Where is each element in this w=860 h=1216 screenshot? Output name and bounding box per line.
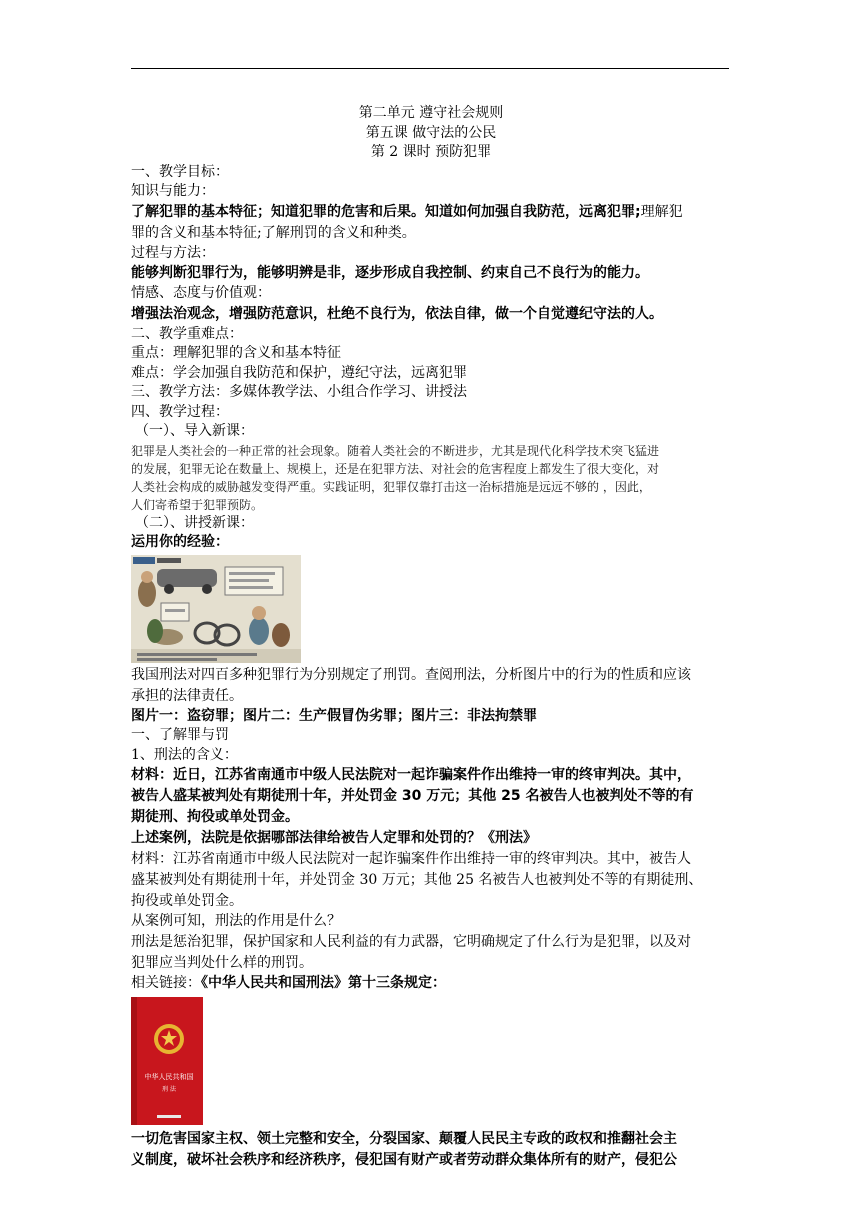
criminal-law-text: 我国刑法对四百多种犯罪行为分别规定了刑罚。查阅刑法，分析图片中的行为的性质和应该 承担的法律责任。 bbox=[131, 666, 691, 704]
part-crime-punishment: 一、了解罪与罚 bbox=[131, 727, 229, 743]
criminal-law-meaning-title: 1、刑法的含义： bbox=[131, 746, 238, 763]
section-methods-title: 三、教学方法：多媒体教学法、小组合作学习、讲授法 bbox=[131, 384, 467, 400]
lesson-title: 第五课 做守法的公民 bbox=[365, 124, 497, 141]
intro-paragraph: 犯罪是人类社会的一种正常的社会现象。随着人类社会的不断进步，尤其是现代化科学技术突飞猛进 的发展，犯罪无论在数量上、规模上，还是在犯罪方法、对社会的危害程度上都发生了很大变化，对 人类社会构成的威胁越发变得严重。实践证明，犯罪仅靠打击这一治标措施是远远不够的 ，因此， 人们寄希望于犯罪预防。 bbox=[131, 443, 660, 512]
crime-scenes-illustration bbox=[131, 555, 301, 663]
case-material: 材料：江苏省南通市中级人民法院对一起诈骗案件作出维持一审的终审判决。其中，被告人 盛某被判处有期徒刑十年，并处罚金 30 万元；其他 25 名被告人也被判处不等的有期徒刑、 拘役或单处罚金。 bbox=[131, 851, 703, 909]
emotion-label: 情感、态度与价值观： bbox=[131, 285, 271, 301]
section-keypoints-title: 二、教学重难点： bbox=[131, 325, 243, 342]
book-subtitle: 刑 法 bbox=[162, 1086, 176, 1093]
crime-scenes-picture bbox=[131, 555, 301, 663]
period-title: 第 2 课时 预防犯罪 bbox=[370, 144, 492, 160]
criminal-law-book-cover bbox=[131, 997, 203, 1125]
related-link: 相关链接：《中华人民共和国刑法》第十三条规定： bbox=[131, 974, 446, 991]
section-process-title: 四、教学过程： bbox=[131, 403, 229, 420]
teach-title: （二）、讲授新课： bbox=[135, 514, 254, 531]
intro-title: （一）、导入新课： bbox=[135, 423, 254, 439]
criminal-law-function-question: 从案例可知，刑法的作用是什么？ bbox=[131, 913, 341, 929]
emotion-text: 增强法治观念，增强防范意识，杜绝不良行为，依法自律，做一个自觉遵纪守法的人。 bbox=[131, 305, 663, 322]
knowledge-label: 知识与能力： bbox=[131, 183, 215, 199]
article-13-text: 一切危害国家主权、领土完整和安全，分裂国家、颠覆人民民主专政的政权和推翻社会主 义制度，破坏社会秩序和经济秩序，侵犯国有财产或者劳动群众集体所有的财产，侵犯公 bbox=[131, 1131, 677, 1168]
process-label: 过程与方法： bbox=[131, 244, 215, 261]
key-point: 重点：理解犯罪的含义和基本特征 bbox=[131, 345, 341, 361]
book-title: 中华人民共和国 bbox=[144, 1073, 194, 1081]
document-body bbox=[131, 104, 731, 1171]
bold-case-material: 材料：近日，江苏省南通市中级人民法院对一起诈骗案件作出维持一审的终审判决。其中， 被告人盛某被判处有期徒刑十年，并处罚金 30 万元；其他 25 名被告人也被判处不等的有 期徒刑、拘役或单处罚金。 bbox=[131, 767, 694, 825]
book-cover-illustration bbox=[131, 997, 203, 1125]
experience-heading: 运用你的经验： bbox=[131, 534, 229, 550]
section-objectives-title: 一、教学目标： bbox=[131, 163, 229, 180]
unit-title: 第二单元 遵守社会规则 bbox=[358, 105, 504, 121]
knowledge-text: 了解犯罪的基本特征；知道犯罪的危害和后果。知道如何加强自我防范，远离犯罪;理解犯 罪的含义和基本特征;了解刑罚的含义和种类。 bbox=[131, 203, 683, 241]
picture-answers: 图片一：盗窃罪；图片二：生产假冒伪劣罪；图片三：非法拘禁罪 bbox=[131, 707, 537, 724]
case-question: 上述案例，法院是依据哪部法律给被告人定罪和处罚的？《刑法》 bbox=[131, 830, 537, 846]
header-rule bbox=[131, 68, 729, 69]
process-text: 能够判断犯罪行为，能够明辨是非，逐步形成自我控制、约束自己不良行为的能力。 bbox=[131, 265, 649, 281]
criminal-law-function-answer: 刑法是惩治犯罪，保护国家和人民利益的有力武器，它明确规定了什么行为是犯罪，以及对 犯罪应当判处什么样的刑罚。 bbox=[131, 933, 691, 971]
difficult-point: 难点：学会加强自我防范和保护，遵纪守法，远离犯罪 bbox=[131, 364, 467, 381]
